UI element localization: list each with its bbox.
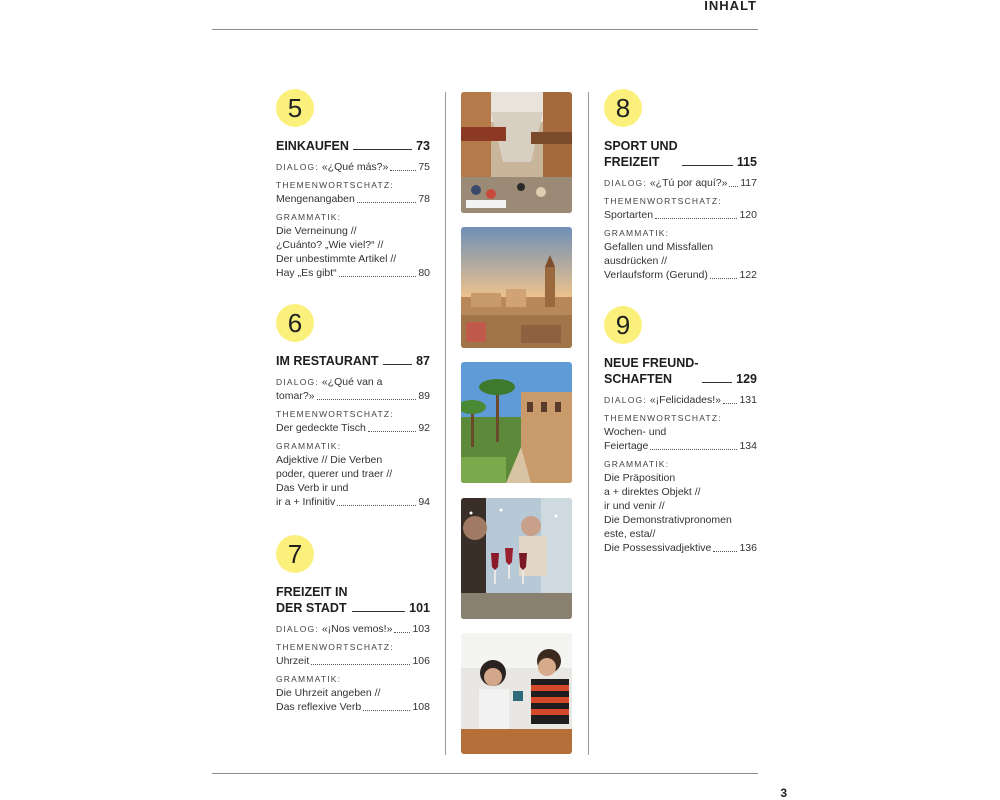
- toc-entry-grammar[interactable]: GRAMMATIK: Die Uhrzeit angeben // Das reflexive Verb 108: [276, 674, 430, 713]
- page-number: 3: [780, 786, 787, 800]
- chapter-8[interactable]: [604, 89, 757, 287]
- toc-entry-vocabulary[interactable]: THEMENWORTSCHATZ: Der gedeckte Tisch 92: [276, 409, 430, 434]
- chapter-number-badge: 9: [604, 306, 642, 344]
- toc-entry-vocabulary[interactable]: THEMENWORTSCHATZ: Wochen- und Feiertage 134: [604, 413, 757, 452]
- chapter-5[interactable]: [276, 89, 430, 285]
- chapter-title[interactable]: EINKAUFEN 73: [276, 139, 430, 153]
- toc-entry-grammar[interactable]: GRAMMATIK: Die Präposition a + direktes Objekt // ir und venir // Die Demonstrativpronomen este, esta// Die Possessivadjektive 136: [604, 459, 757, 554]
- chapter-6[interactable]: [276, 304, 430, 514]
- toc-entry-grammar[interactable]: GRAMMATIK: Die Verneinung // ¿Cuánto? „Wie viel?“ // Der unbestimmte Artikel // Hay „Es gibt“ 80: [276, 212, 430, 279]
- toc-entry-dialog[interactable]: DIALOG: «¡Felicidades!» 131: [604, 394, 757, 406]
- section-title: INHALT: [704, 0, 757, 13]
- toc-entry-grammar[interactable]: GRAMMATIK: Gefallen und Missfallen ausdrücken // Verlaufsform (Gerund) 122: [604, 228, 757, 281]
- chapter-title[interactable]: NEUE FREUND- SCHAFTEN 129: [604, 356, 757, 386]
- chapter-7[interactable]: [276, 535, 430, 719]
- chapter-page: 73: [416, 139, 430, 153]
- toc-entry-vocabulary[interactable]: THEMENWORTSCHATZ: Mengenangaben 78: [276, 180, 430, 205]
- wine-toast-photo: [461, 498, 572, 619]
- chapter-title[interactable]: SPORT UND FREIZEIT 115: [604, 139, 757, 169]
- chapter-number-badge: 5: [276, 89, 314, 127]
- city-skyline-sunset-photo: [461, 227, 572, 348]
- toc-entry-dialog[interactable]: DIALOG: «¡Nos vemos!» 103: [276, 623, 430, 635]
- header-rule: [212, 29, 758, 30]
- chapter-title[interactable]: FREIZEIT IN DER STADT 101: [276, 585, 430, 615]
- toc-entry-vocabulary[interactable]: THEMENWORTSCHATZ: Sportarten 120: [604, 196, 757, 221]
- street-cafe-photo: [461, 92, 572, 213]
- column-divider-right: [588, 92, 589, 755]
- toc-entry-dialog[interactable]: DIALOG: «¿Tú por aquí?» 117: [604, 177, 757, 189]
- toc-entry-grammar[interactable]: GRAMMATIK: Adjektive // Die Verben poder, querer und traer // Das Verb ir und ir a + Infinitiv 94: [276, 441, 430, 508]
- palm-garden-photo: [461, 362, 572, 483]
- chapter-title[interactable]: IM RESTAURANT 87: [276, 354, 430, 368]
- toc-entry-dialog[interactable]: DIALOG: «¿Qué van a tomar?» 89: [276, 376, 430, 402]
- toc-entry-vocabulary[interactable]: THEMENWORTSCHATZ: Uhrzeit 106: [276, 642, 430, 667]
- chapter-9[interactable]: [604, 306, 757, 560]
- couple-cafe-photo: [461, 633, 572, 754]
- footer-rule: [212, 773, 758, 774]
- chapter-number-badge: 6: [276, 304, 314, 342]
- chapter-number-badge: 7: [276, 535, 314, 573]
- column-divider-left: [445, 92, 446, 755]
- toc-entry-dialog[interactable]: DIALOG: «¿Qué más?» 75: [276, 161, 430, 173]
- chapter-number-badge: 8: [604, 89, 642, 127]
